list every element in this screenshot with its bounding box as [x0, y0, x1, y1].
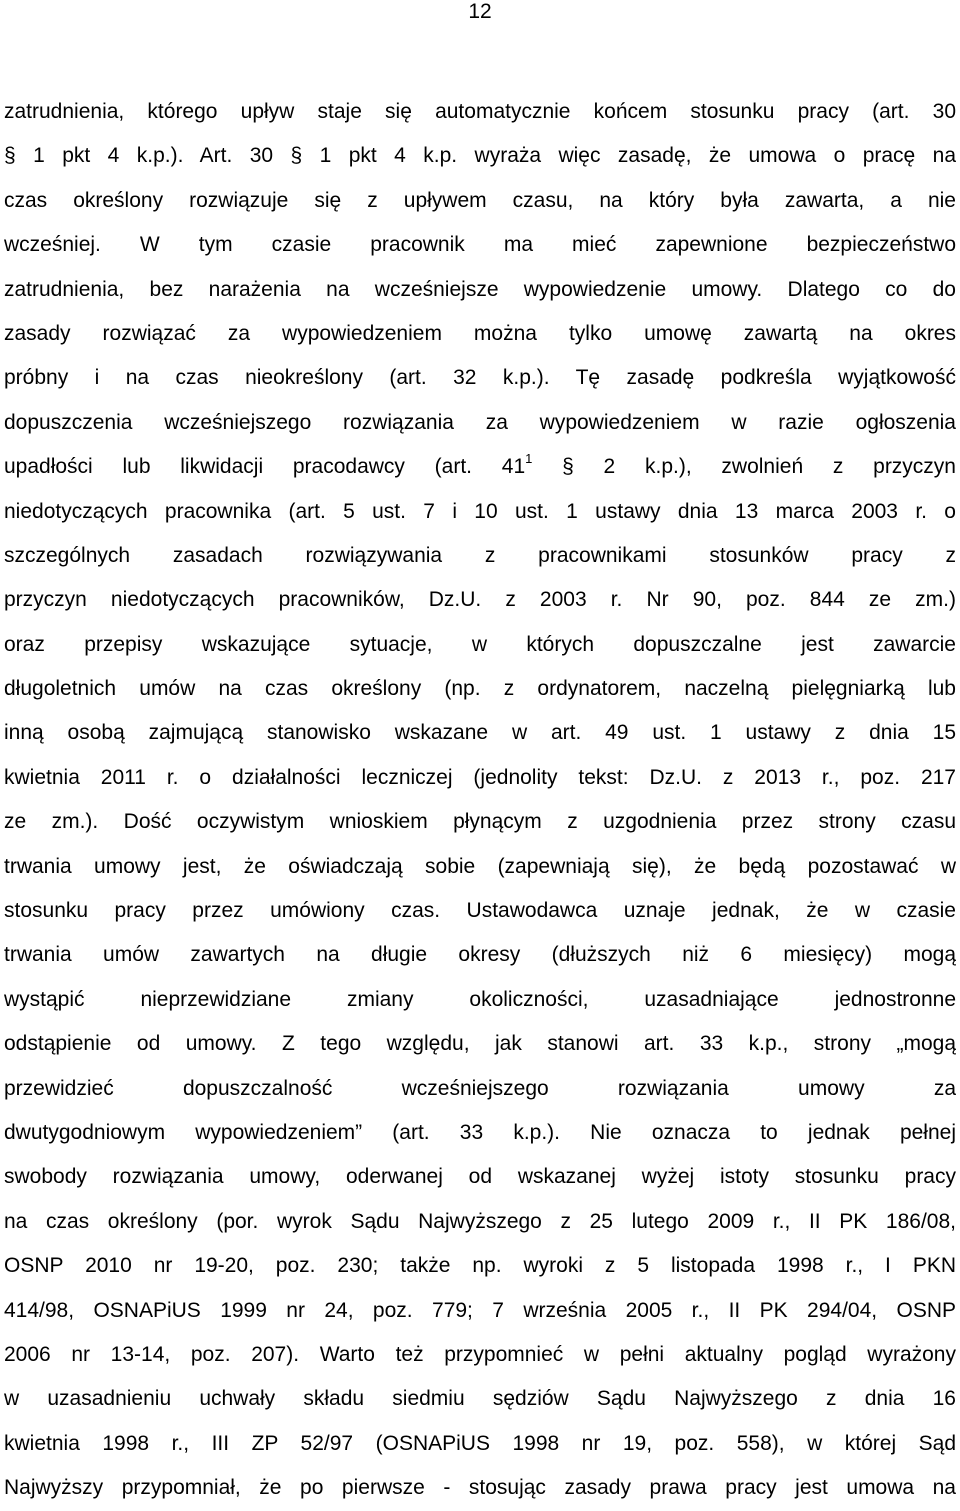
text-line: oraz przepisy wskazujące sytuacje, w których dopuszczalne jest zawarcie	[4, 632, 956, 656]
text-line: inną osobą zajmującą stanowisko wskazane w art. 49 ust. 1 ustawy z dnia 15	[4, 721, 956, 745]
text-line: zasady rozwiązać za wypowiedzeniem można tylko umowę zawartą na okres	[4, 321, 956, 345]
text-line: odstąpienie od umowy. Z tego względu, jak stanowi art. 33 k.p., strony „mogą	[4, 1032, 956, 1056]
text-line: kwietnia 2011 r. o działalności leczniczej (jednolity tekst: Dz.U. z 2013 r., poz. 217	[4, 765, 956, 789]
text-line: swobody rozwiązania umowy, oderwanej od wskazanej wyżej istoty stosunku pracy	[4, 1165, 956, 1189]
text-line: 414/98, OSNAPiUS 1999 nr 24, poz. 779; 7 września 2005 r., II PK 294/04, OSNP	[4, 1298, 956, 1322]
text-line: dopuszczenia wcześniejszego rozwiązania za wypowiedzeniem w razie ogłoszenia	[4, 410, 956, 434]
text-line: wystąpić nieprzewidziane zmiany okoliczności, uzasadniające jednostronne	[4, 987, 956, 1011]
text-segment: upadłości lub likwidacji pracodawcy (art. 41	[4, 455, 526, 479]
text-line: wcześniej. W tym czasie pracownik ma mieć zapewnione bezpieczeństwo	[4, 233, 956, 257]
text-line: niedotyczących pracownika (art. 5 ust. 7 i 10 ust. 1 ustawy dnia 13 marca 2003 r. o	[4, 499, 956, 523]
text-line: trwania umowy jest, że oświadczają sobie (zapewniają się), że będą pozostawać w	[4, 854, 956, 878]
text-line: § 1 pkt 4 k.p.). Art. 30 § 1 pkt 4 k.p. wyraża więc zasadę, że umowa o pracę na	[4, 144, 956, 168]
text-line: na czas określony (por. wyrok Sądu Najwyższego z 25 lutego 2009 r., II PK 186/08,	[4, 1209, 956, 1233]
text-line: zatrudnienia, którego upływ staje się automatycznie końcem stosunku pracy (art. 30	[4, 100, 956, 123]
text-line: szczególnych zasadach rozwiązywania z pracownikami stosunków pracy z	[4, 543, 956, 567]
text-segment: § 2 k.p.), zwolnień z przyczyn	[532, 455, 956, 479]
superscript: 1	[525, 451, 533, 467]
text-line: długoletnich umów na czas określony (np. z ordynatorem, naczelną pielęgniarką lub	[4, 677, 956, 701]
text-line: Najwyższy przypomniał, że po pierwsze - stosując zasady prawa pracy jest umowa na	[4, 1476, 956, 1500]
text-line: kwietnia 1998 r., III ZP 52/97 (OSNAPiUS 1998 nr 19, poz. 558), w której Sąd	[4, 1431, 956, 1455]
text-line: próbny i na czas nieokreślony (art. 32 k.p.). Tę zasadę podkreśla wyjątkowość	[4, 366, 956, 390]
page-number: 12	[468, 0, 492, 23]
text-line: czas określony rozwiązuje się z upływem czasu, na który była zawarta, a nie	[4, 188, 956, 212]
text-line: przewidzieć dopuszczalność wcześniejszego rozwiązania umowy za	[4, 1076, 956, 1100]
body-paragraph	[4, 90, 956, 1511]
text-line: ze zm.). Dość oczywistym wnioskiem płynącym z uzgodnienia przez strony czasu	[4, 810, 956, 834]
text-line: w uzasadnieniu uchwały składu siedmiu sędziów Sądu Najwyższego z dnia 16	[4, 1387, 956, 1411]
text-line: przyczyn niedotyczących pracowników, Dz.U. z 2003 r. Nr 90, poz. 844 ze zm.)	[4, 588, 956, 612]
text-line: stosunku pracy przez umówiony czas. Ustawodawca uznaje jednak, że w czasie	[4, 899, 956, 923]
text-line: OSNP 2010 nr 19-20, poz. 230; także np. wyroki z 5 listopada 1998 r., I PKN	[4, 1254, 956, 1278]
text-line: 2006 nr 13-14, poz. 207). Warto też przypomnieć w pełni aktualny pogląd wyrażony	[4, 1342, 956, 1366]
text-line: zatrudnienia, bez narażenia na wcześniejsze wypowiedzenie umowy. Dlatego co do	[4, 277, 956, 301]
text-line	[4, 445, 956, 489]
text-line: dwutygodniowym wypowiedzeniem” (art. 33 k.p.). Nie oznacza to jednak pełnej	[4, 1120, 956, 1144]
text-line: trwania umów zawartych na długie okresy (dłuższych niż 6 miesięcy) mogą	[4, 943, 956, 967]
